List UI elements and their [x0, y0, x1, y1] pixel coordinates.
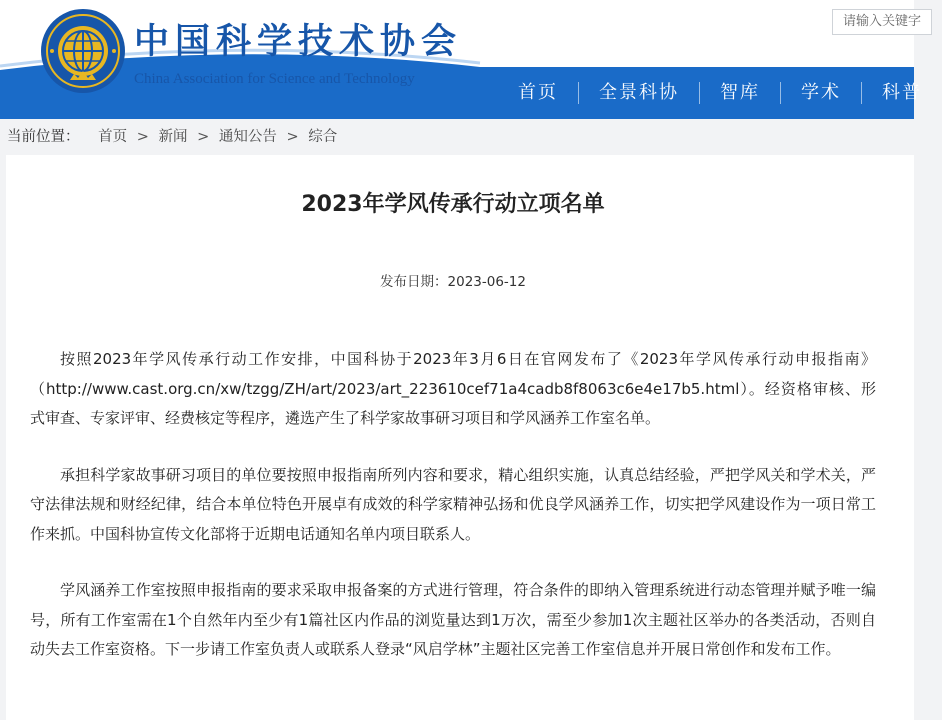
nav-item-home[interactable]: 首页	[518, 82, 558, 103]
article-body	[30, 345, 876, 692]
article-paragraph-1: 按照2023年学风传承行动工作安排，中国科协于2023年3月6日在官网发布了《2023年学风传承行动申报指南》（http://www.cast.org.cn/xw/tzgg/ZH/art/2023/art_223610cef71a4cadb8f8063c6e4e17b5.html）。经资格审核、形式审查、专家评审、经费核定等程序，遴选产生了科学家故事研习项目和学风涵养工作室名单。	[30, 350, 876, 427]
breadcrumb	[0, 119, 914, 155]
article-meta	[6, 272, 900, 292]
breadcrumb-label: 当前位置：	[7, 129, 80, 145]
breadcrumb-separator: >	[197, 129, 210, 145]
breadcrumb-general[interactable]: 综合	[308, 129, 338, 145]
nav-item-overview[interactable]: 全景科协	[599, 82, 679, 103]
site-header	[0, 0, 922, 119]
breadcrumb-home[interactable]: 首页	[98, 129, 128, 145]
article	[6, 155, 914, 720]
search-input[interactable]: 请输入关键字	[832, 9, 932, 35]
breadcrumb-news[interactable]: 新闻	[158, 129, 188, 145]
logo-chinese-name[interactable]: 中国科学技术协会	[134, 21, 463, 62]
article-paragraph-3: 学风涵养工作室按照申报指南的要求采取申报备案的方式进行管理，符合条件的即纳入管理系统进行动态管理并赋予唯一编号，所有工作室需在1个自然年内至少有1篇社区内作品的浏览量达到1万次，需至少参加1次主题社区举办的各类活动，否则自动失去工作室资格。下一步请工作室负责人或联系人登录“风启学林”主题社区完善工作室信息并开展日常创作和发布工作。	[30, 581, 876, 658]
breadcrumb-separator: >	[136, 129, 149, 145]
article-paragraph-2: 承担科学家故事研习项目的单位要按照申报指南所列内容和要求，精心组织实施，认真总结经验，严把学风关和学术关，严守法律法规和财经纪律，结合本单位特色开展卓有成效的科学家精神弘扬和优良学风涵养工作，切实把学风建设作为一项日常工作来抓。中国科协宣传文化部将于近期电话通知名单内项目联系人。	[30, 465, 876, 543]
breadcrumb-separator: >	[286, 129, 299, 145]
publish-date-label: 发布日期：	[380, 274, 448, 290]
logo-english-name[interactable]: China Association for Science and Technology	[134, 71, 415, 87]
cast-logo-icon[interactable]	[40, 8, 126, 94]
nav-item-popular-science[interactable]: 科普	[882, 82, 922, 103]
main-nav	[498, 76, 942, 110]
nav-item-think-tank[interactable]: 智库	[720, 82, 760, 103]
breadcrumb-notices[interactable]: 通知公告	[218, 129, 277, 145]
article-title: 2023年学风传承行动立项名单	[301, 192, 605, 217]
nav-item-academic[interactable]: 学术	[801, 82, 841, 103]
publish-date: 2023-06-12	[447, 274, 526, 290]
